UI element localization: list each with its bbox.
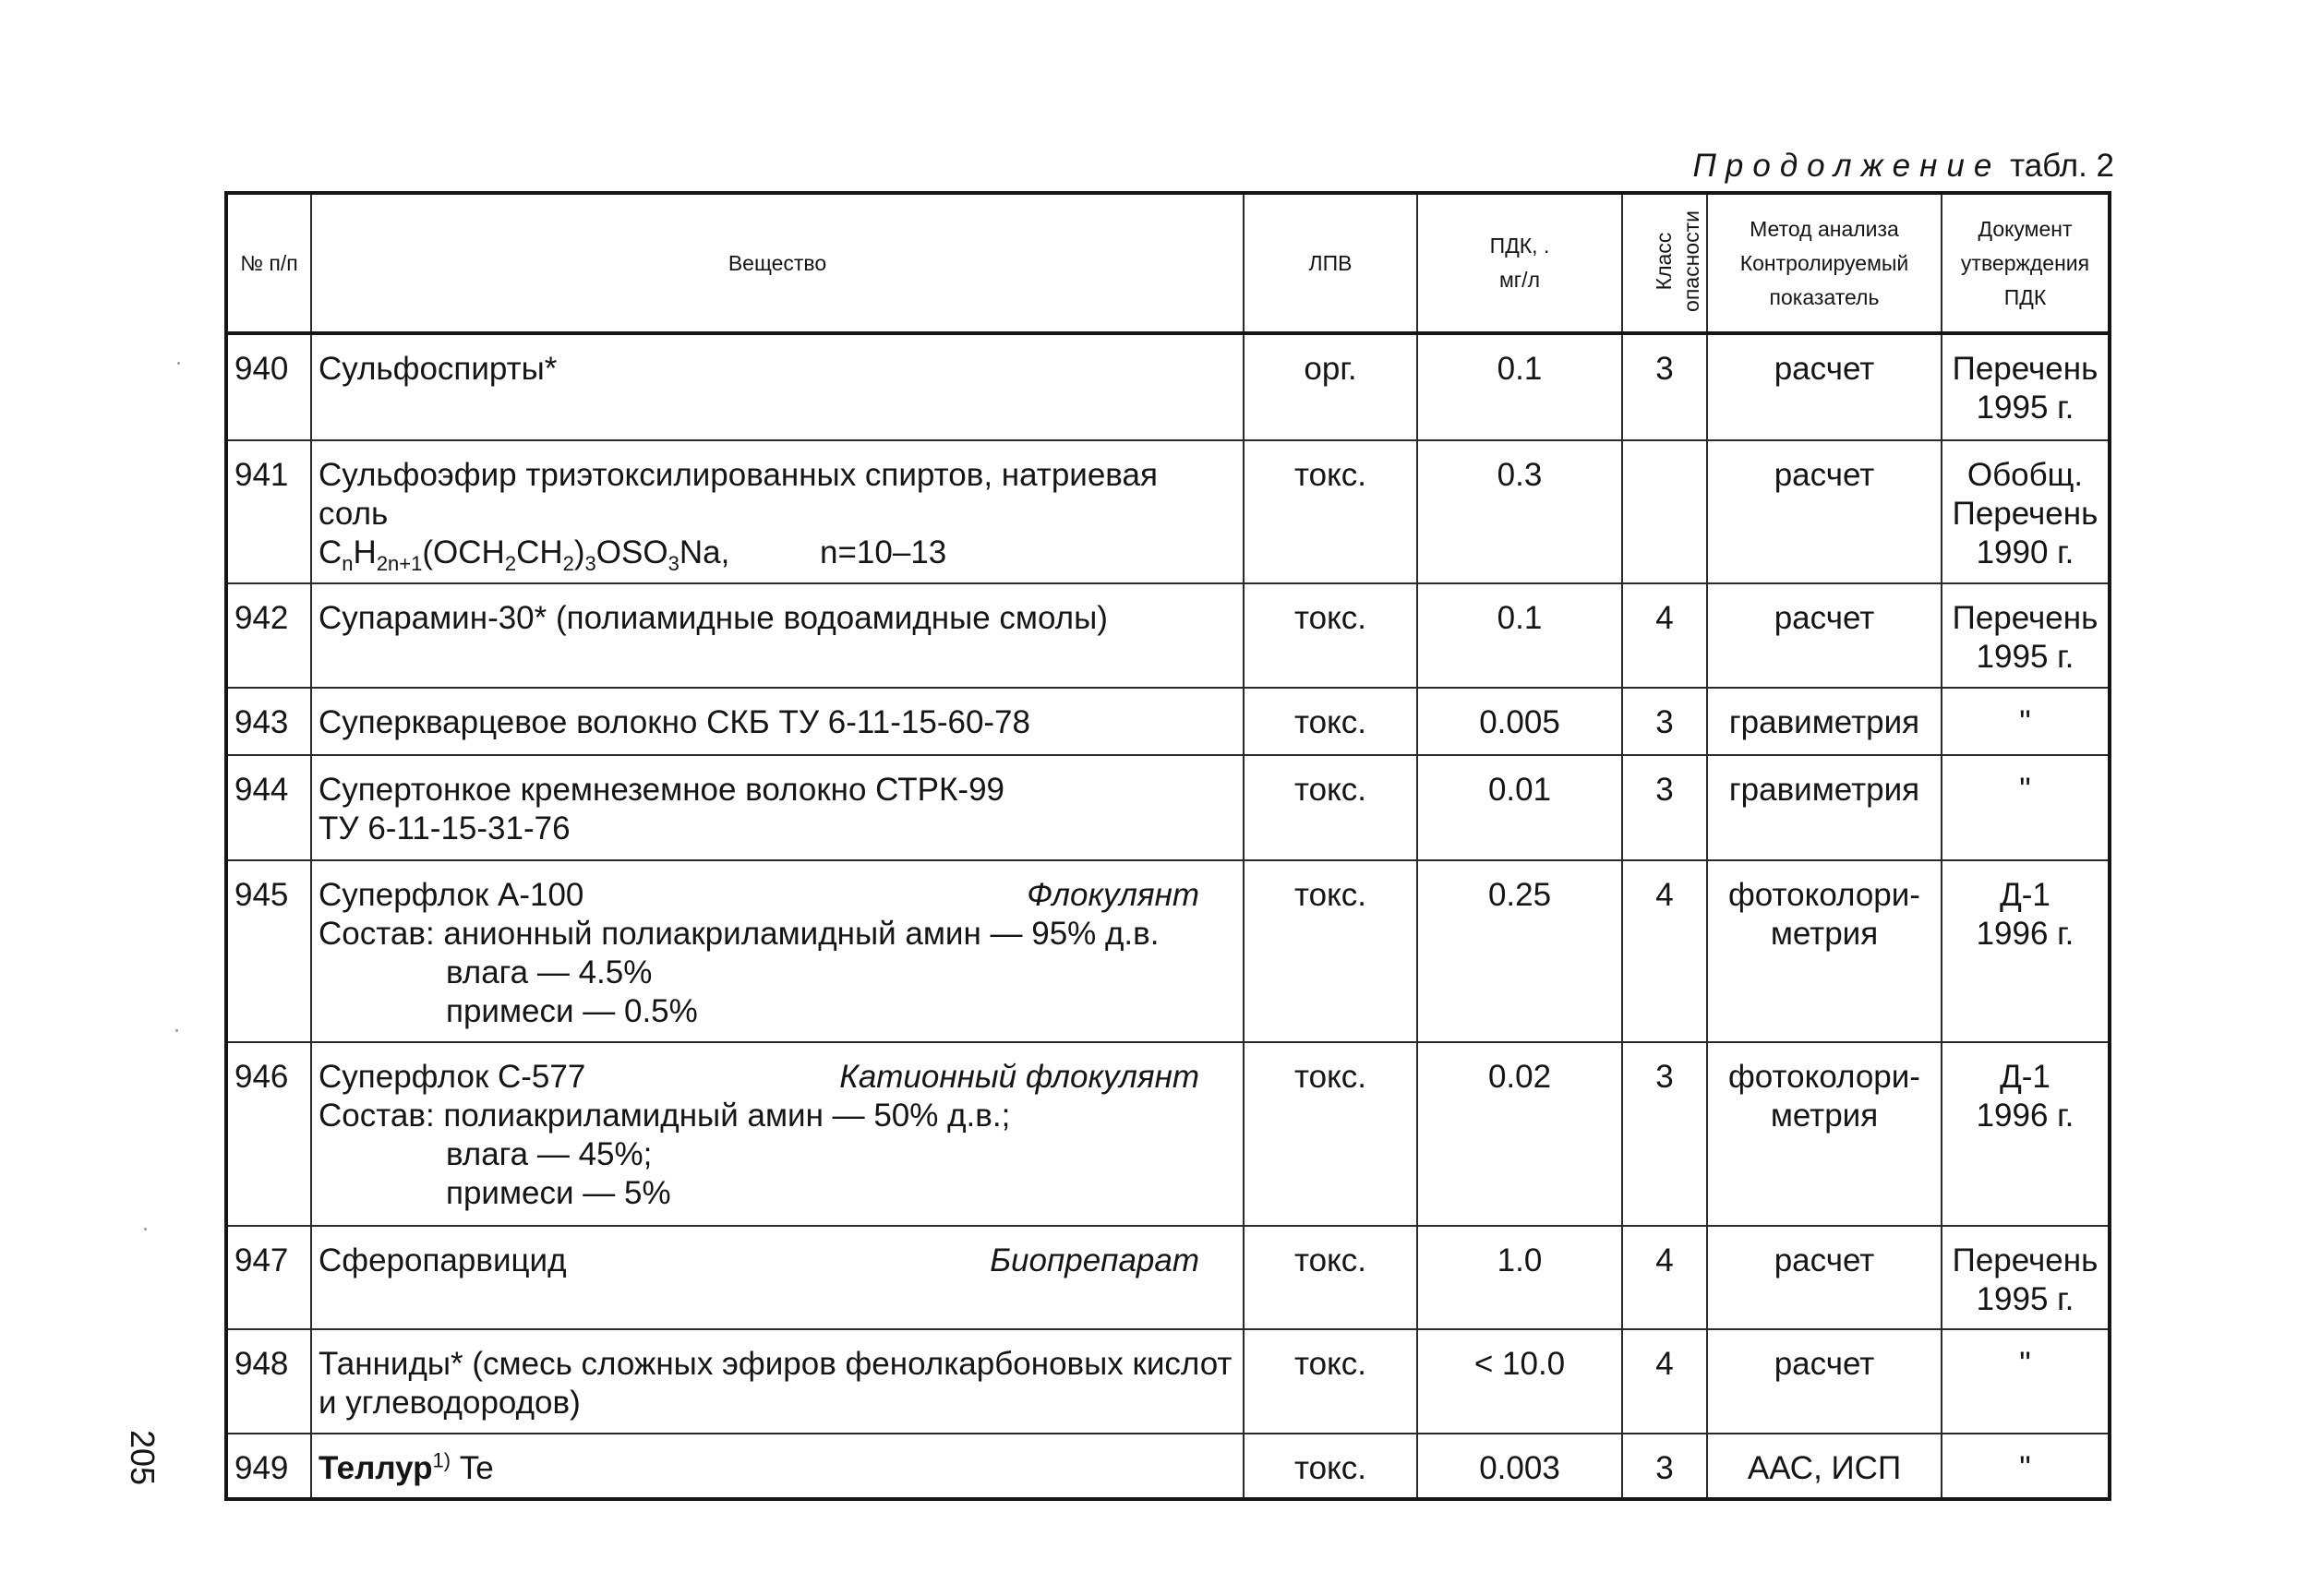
formula-range: n=10–13 [820, 534, 947, 570]
approval-document: " [1942, 1434, 2110, 1499]
row-number: 945 [226, 860, 311, 1042]
pdk-value: 0.25 [1417, 860, 1622, 1042]
row-number: 947 [226, 1226, 311, 1329]
lpv-value: орг. [1244, 333, 1417, 440]
pdk-value: 0.01 [1417, 755, 1622, 860]
substance-cell [311, 1434, 1244, 1499]
analysis-method: расчет [1707, 333, 1942, 440]
row-number: 943 [226, 688, 311, 755]
hazard-class: 4 [1622, 860, 1707, 1042]
chemical-symbol: Te [451, 1450, 494, 1486]
header-method: Метод анализа Контролируемый показатель [1707, 193, 1942, 333]
header-num: № п/п [226, 193, 311, 333]
header-class: Класс опасности [1622, 193, 1707, 333]
header-document: Документ утверждения ПДК [1942, 193, 2110, 333]
substance-note: Флокулянт [1027, 877, 1199, 913]
lpv-value: токс. [1244, 688, 1417, 755]
pdk-value: 0.1 [1417, 583, 1622, 688]
substances-table [224, 191, 2111, 1501]
header-substance: Вещество [311, 193, 1244, 333]
caption-continuation: Продолжение [1692, 148, 2002, 184]
substance-note: Биопрепарат [990, 1242, 1199, 1278]
chemical-formula: $C_nH_{2n+1}(OCH_2CH_2)_3OSO_3Na$, [319, 534, 730, 575]
hazard-class [1622, 440, 1707, 583]
composition-impurities: примеси — 0.5% [446, 993, 698, 1029]
hazard-class: 3 [1622, 688, 1707, 755]
substance-name: Теллур [319, 1450, 433, 1486]
hazard-class: 3 [1622, 755, 1707, 860]
pdk-value: 0.1 [1417, 333, 1622, 440]
lpv-value: токс. [1244, 860, 1417, 1042]
header-pdk: ПДК, . мг/л [1417, 193, 1622, 333]
substance-cell [311, 1042, 1244, 1226]
pdk-value: < 10.0 [1417, 1329, 1622, 1434]
substance-name: Суперкварцевое волокно СКБ ТУ 6-11-15-60-78 [311, 688, 1244, 755]
pdk-value: 1.0 [1417, 1226, 1622, 1329]
table-row [226, 688, 2110, 755]
substance-name: Сферопарвицид [319, 1242, 567, 1278]
pdk-value: 0.005 [1417, 688, 1622, 755]
row-number: 949 [226, 1434, 311, 1499]
composition-moisture: влага — 45%; [446, 1136, 653, 1172]
row-number: 946 [226, 1042, 311, 1226]
analysis-method: фотоколори- метрия [1707, 1042, 1942, 1226]
substance-name: Танниды* (смесь сложных эфиров фенолкарбоновых кислот и углеводородов) [311, 1329, 1244, 1434]
hazard-class: 4 [1622, 1329, 1707, 1434]
approval-document: Перечень 1995 г. [1942, 1226, 2110, 1329]
analysis-method: расчет [1707, 440, 1942, 583]
caption-table-label: табл. 2 [2010, 148, 2114, 184]
pdk-value: 0.3 [1417, 440, 1622, 583]
lpv-value: токс. [1244, 1329, 1417, 1434]
substance-note: Катионный флокулянт [839, 1059, 1199, 1095]
analysis-method: ААС, ИСП [1707, 1434, 1942, 1499]
approval-document: Д-1 1996 г. [1942, 1042, 2110, 1226]
composition-moisture: влага — 4.5% [446, 954, 653, 990]
analysis-method: гравиметрия [1707, 755, 1942, 860]
substance-cell [311, 860, 1244, 1042]
analysis-method: гравиметрия [1707, 688, 1942, 755]
table-row [226, 333, 2110, 440]
approval-document: " [1942, 688, 2110, 755]
substance-name: Супарамин-30* (полиамидные водоамидные смолы) [311, 583, 1244, 688]
row-number: 944 [226, 755, 311, 860]
scan-speck [144, 1228, 147, 1230]
approval-document: Перечень 1995 г. [1942, 333, 2110, 440]
approval-document: Перечень 1995 г. [1942, 583, 2110, 688]
analysis-method: фотоколори- метрия [1707, 860, 1942, 1042]
hazard-class: 3 [1622, 1434, 1707, 1499]
row-number: 941 [226, 440, 311, 583]
hazard-class: 4 [1622, 1226, 1707, 1329]
lpv-value: токс. [1244, 755, 1417, 860]
hazard-class: 3 [1622, 1042, 1707, 1226]
approval-document: Д-1 1996 г. [1942, 860, 2110, 1042]
table-row [226, 1434, 2110, 1499]
substance-cell [311, 440, 1244, 583]
lpv-value: токс. [1244, 440, 1417, 583]
approval-document: " [1942, 1329, 2110, 1434]
table-row [226, 583, 2110, 688]
analysis-method: расчет [1707, 583, 1942, 688]
approval-document: Обобщ. Перечень 1990 г. [1942, 440, 2110, 583]
hazard-class: 4 [1622, 583, 1707, 688]
table-header-row [226, 193, 2110, 333]
header-lpv: ЛПВ [1244, 193, 1417, 333]
substance-name: Сульфоэфир триэтоксилированных спиртов, натриевая соль [319, 457, 1158, 532]
footnote-marker: 1) [432, 1448, 451, 1472]
table-row [226, 860, 2110, 1042]
substance-name: Суперфлок А-100 [319, 877, 584, 913]
lpv-value: токс. [1244, 1226, 1417, 1329]
scan-speck [175, 1029, 178, 1032]
substance-composition: Состав: анионный полиакриламидный амин — 95% д.в. [319, 916, 1160, 952]
pdk-value: 0.02 [1417, 1042, 1622, 1226]
row-number: 948 [226, 1329, 311, 1434]
scan-speck [177, 362, 180, 365]
pdk-value: 0.003 [1417, 1434, 1622, 1499]
table-row [226, 1042, 2110, 1226]
table-caption [1625, 148, 2114, 185]
table-row [226, 755, 2110, 860]
substance-composition: Состав: полиакриламидный амин — 50% д.в.; [319, 1098, 1011, 1134]
table-row [226, 1226, 2110, 1329]
row-number: 940 [226, 333, 311, 440]
substance-name: Суперфлок С-577 [319, 1059, 586, 1095]
row-number: 942 [226, 583, 311, 688]
composition-impurities: примеси — 5% [446, 1175, 671, 1211]
table-row [226, 440, 2110, 583]
analysis-method: расчет [1707, 1226, 1942, 1329]
lpv-value: токс. [1244, 1434, 1417, 1499]
substance-name: Супертонкое кремнеземное волокно СТРК-99 ТУ 6-11-15-31-76 [311, 755, 1244, 860]
substance-name: Сульфоспирты* [311, 333, 1244, 440]
table-row [226, 1329, 2110, 1434]
lpv-value: токс. [1244, 583, 1417, 688]
lpv-value: токс. [1244, 1042, 1417, 1226]
analysis-method: расчет [1707, 1329, 1942, 1434]
page-number: 205 [124, 1429, 162, 1486]
substance-cell [311, 1226, 1244, 1329]
approval-document: " [1942, 755, 2110, 860]
hazard-class: 3 [1622, 333, 1707, 440]
